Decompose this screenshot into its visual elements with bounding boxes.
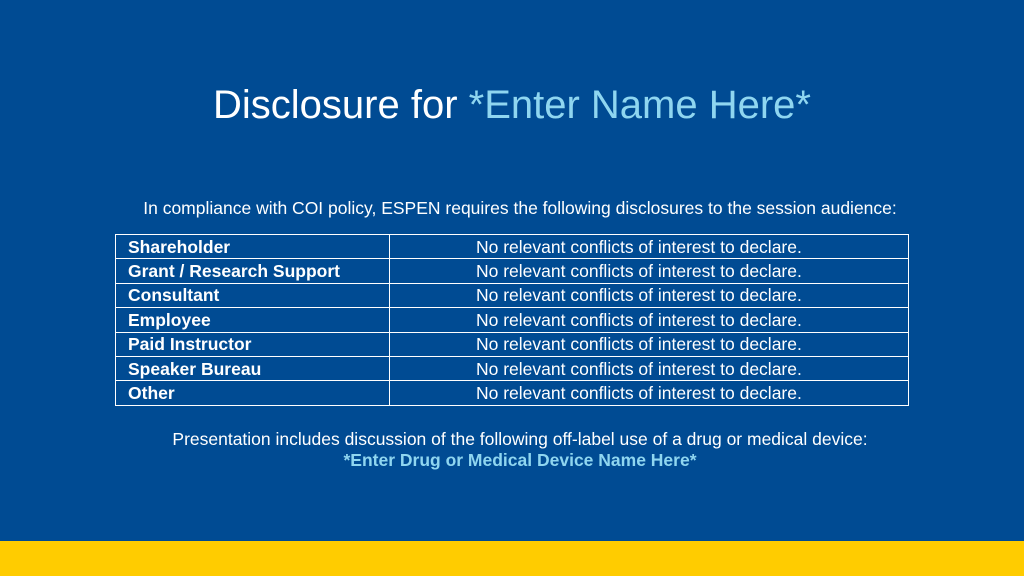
category-cell: Consultant (116, 283, 390, 307)
table-row (116, 235, 909, 259)
table-row (116, 283, 909, 307)
off-label-notice (0, 429, 1024, 471)
status-cell: No relevant conflicts of interest to declare. (390, 356, 909, 380)
status-cell: No relevant conflicts of interest to declare. (390, 259, 909, 283)
title-name-placeholder: *Enter Name Here* (468, 83, 811, 127)
table-row (116, 308, 909, 332)
title-prefix: Disclosure for (213, 83, 469, 127)
table-row (116, 381, 909, 405)
footer-bar (0, 541, 1024, 576)
drug-name-placeholder: *Enter Drug or Medical Device Name Here* (343, 450, 697, 470)
category-cell: Other (116, 381, 390, 405)
category-cell: Speaker Bureau (116, 356, 390, 380)
status-cell: No relevant conflicts of interest to declare. (390, 332, 909, 356)
off-label-text: Presentation includes discussion of the following off-label use of a drug or medical device: (172, 429, 868, 449)
category-cell: Employee (116, 308, 390, 332)
category-cell: Paid Instructor (116, 332, 390, 356)
status-cell: No relevant conflicts of interest to declare. (390, 235, 909, 259)
table-row (116, 259, 909, 283)
disclosure-table (115, 234, 909, 406)
category-cell: Shareholder (116, 235, 390, 259)
table-row (116, 356, 909, 380)
status-cell: No relevant conflicts of interest to declare. (390, 308, 909, 332)
table-row (116, 332, 909, 356)
status-cell: No relevant conflicts of interest to declare. (390, 381, 909, 405)
intro-text: In compliance with COI policy, ESPEN requires the following disclosures to the session audience: (143, 198, 897, 218)
slide-title (0, 80, 1024, 130)
status-cell: No relevant conflicts of interest to declare. (390, 283, 909, 307)
category-cell: Grant / Research Support (116, 259, 390, 283)
